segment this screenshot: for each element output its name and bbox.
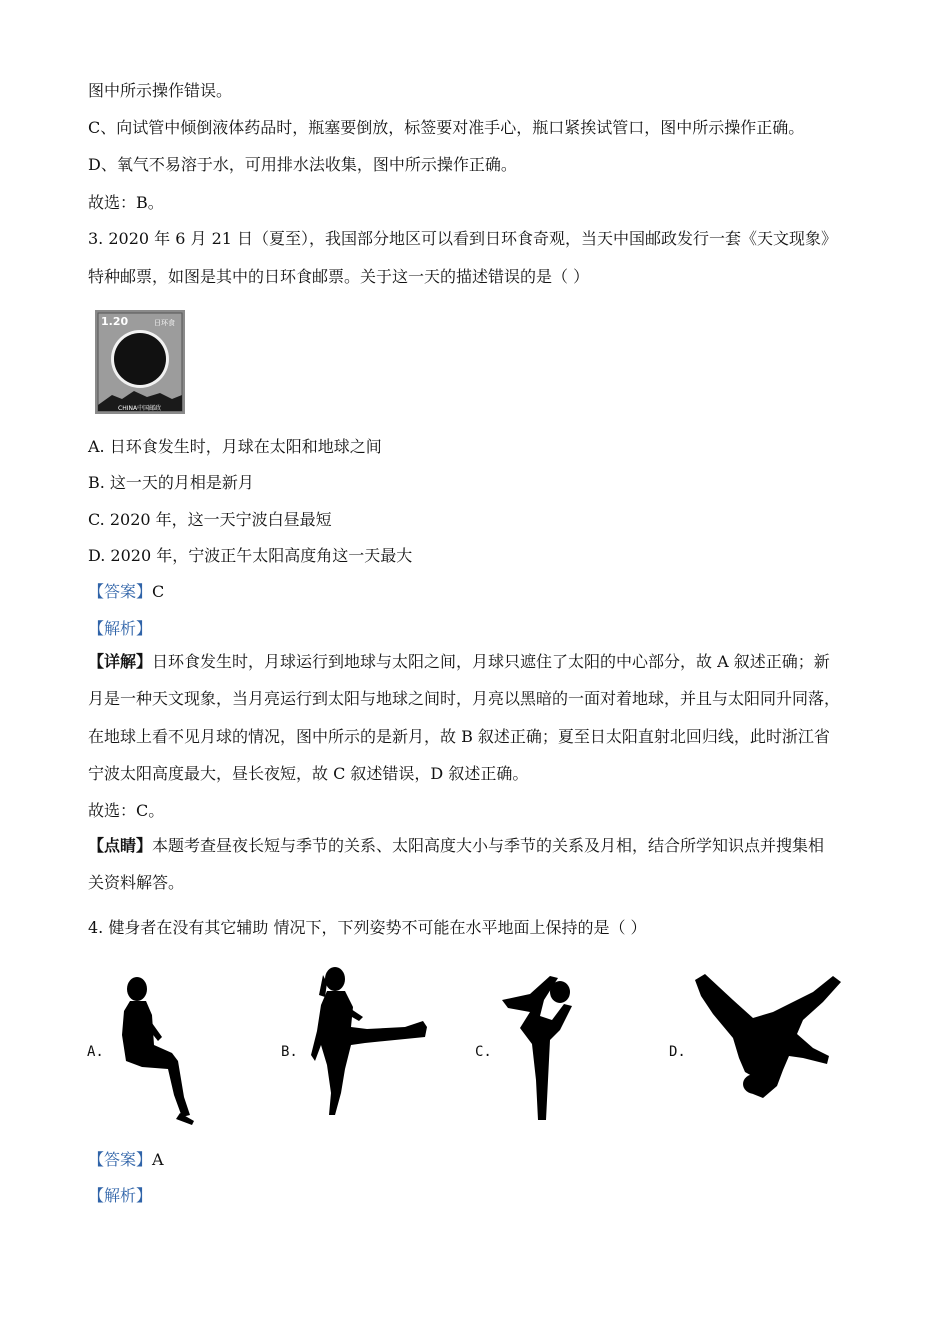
eclipse-stamp-image [92, 307, 188, 417]
text-line: 图中所示操作错误。 [88, 81, 233, 100]
figure-label-b: B. [281, 1044, 298, 1060]
answer-tag: 【答案】 [88, 1150, 153, 1169]
answer-tag: 【答案】 [88, 582, 153, 601]
analysis-tag: 【解析】 [88, 619, 153, 638]
answer-value: A [152, 1150, 164, 1169]
comment-line [88, 836, 824, 856]
detail-line [88, 652, 830, 672]
answer-line [88, 582, 164, 602]
question-3-text: 3. 2020 年 6 月 21 日（夏至），我国部分地区可以看到日环食奇观，当天中国邮政发行一套《天文现象》 [88, 229, 838, 248]
detail-line: 月是一种天文现象，当月亮运行到太阳与地球之间时，月亮以黑暗的一面对着地球，并且与太阳同升同落， [88, 689, 841, 708]
silhouette-sitting-figure [112, 975, 202, 1129]
silhouette-leg-hold-figure [500, 970, 580, 1134]
text-line: C、向试管中倾倒液体药品时，瓶塞要倒放，标签要对准手心，瓶口紧挨试管口，图中所示操作正确。 [88, 118, 805, 137]
question-3-text: 特种邮票，如图是其中的日环食邮票。关于这一天的描述错误的是（ ） [88, 267, 590, 286]
answer-value: C [152, 582, 165, 601]
detail-line: 宁波太阳高度最大，昼长夜短，故 C 叙述错误，D 叙述正确。 [88, 764, 529, 783]
figure-label-a: A. [87, 1044, 104, 1060]
option-d: D. 2020 年，宁波正午太阳高度角这一天最大 [88, 546, 413, 565]
silhouette-handstand-figure [693, 972, 843, 1106]
detail-line: 在地球上看不见月球的情况，图中所示的是新月，故 B 叙述正确；夏至日太阳直射北回归线，此时浙江省 [88, 727, 830, 746]
choice-line: 故选：C。 [88, 801, 165, 820]
option-a: A. 日环食发生时，月球在太阳和地球之间 [88, 437, 382, 456]
analysis-tag: 【解析】 [88, 1186, 153, 1205]
stamp-value: 1.20 [101, 315, 129, 328]
comment-text: 本题考查昼夜长短与季节的关系、太阳高度大小与季节的关系及月相，结合所学知识点并搜集相 [152, 836, 825, 855]
comment-line: 关资料解答。 [88, 873, 185, 892]
figure-label-c: C. [475, 1044, 492, 1060]
detail-text: 日环食发生时，月球运行到地球与太阳之间，月球只遮住了太阳的中心部分，故 A 叙述正确；新 [152, 652, 830, 671]
text-line: 故选：B。 [88, 193, 164, 212]
detail-tag: 【详解】 [88, 652, 153, 671]
option-b: B. 这一天的月相是新月 [88, 473, 254, 492]
text-line: D、氧气不易溶于水，可用排水法收集，图中所示操作正确。 [88, 155, 517, 174]
question-4-text: 4. 健身者在没有其它辅助 情况下，下列姿势不可能在水平地面上保持的是（ ） [88, 918, 647, 937]
option-c: C. 2020 年，这一天宁波白昼最短 [88, 510, 332, 529]
analysis-line [88, 619, 152, 639]
figure-label-d: D. [669, 1044, 686, 1060]
answer-line [88, 1150, 164, 1170]
stamp-corner-text: 日环食 [154, 319, 175, 327]
comment-tag: 【点睛】 [88, 836, 153, 855]
silhouette-kicking-figure [305, 965, 430, 1124]
analysis-line [88, 1186, 152, 1206]
stamp-footer-text: CHINA中国邮政 [118, 405, 162, 412]
